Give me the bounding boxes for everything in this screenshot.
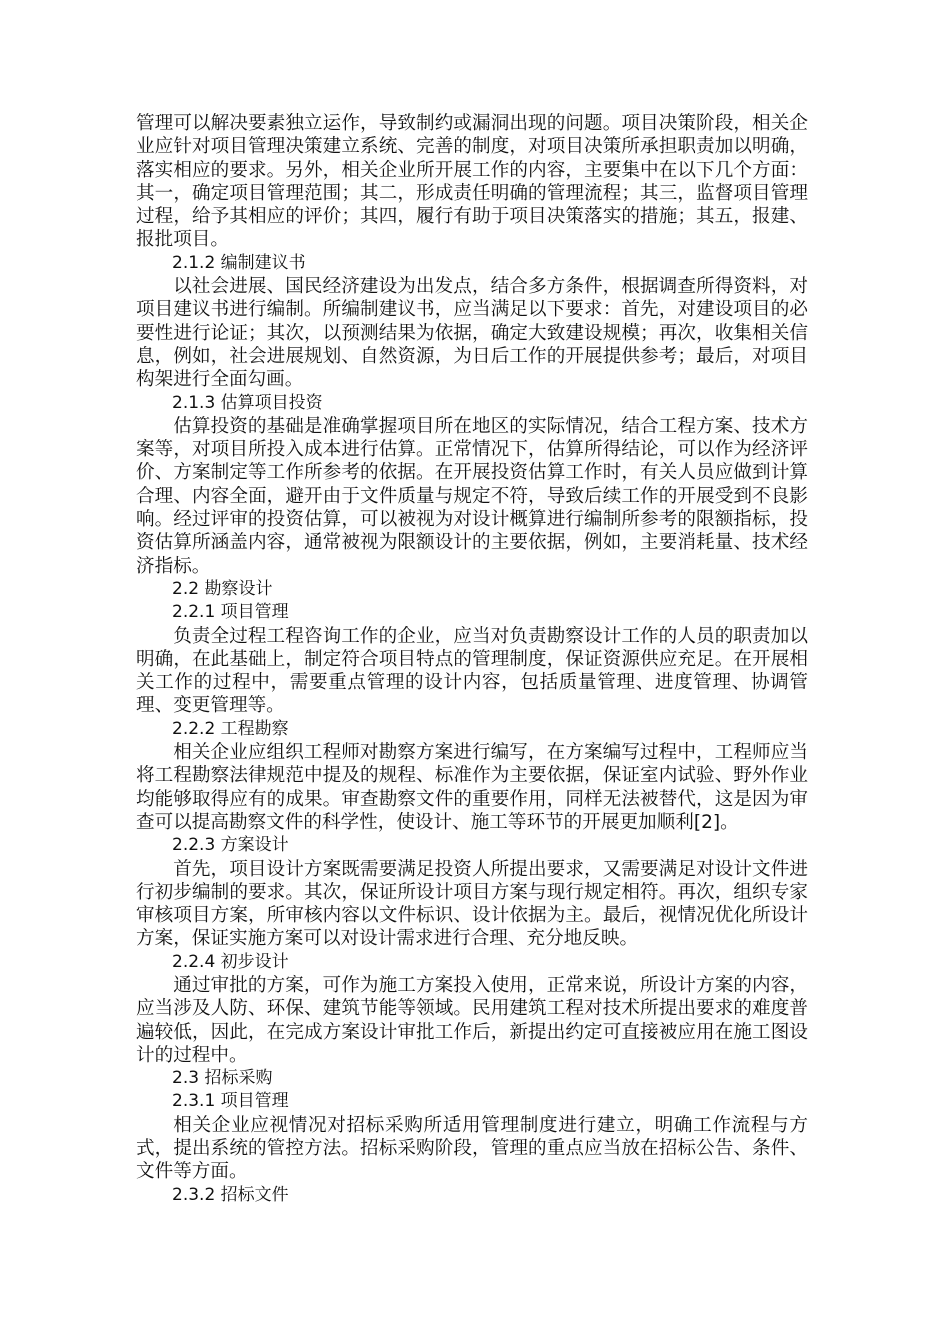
paragraph-preliminary-design: 通过审批的方案，可作为施工方案投入使用，正常来说，所设计方案的内容，应当涉及人防、环保、建筑节能等领域。民用建筑工程对技术所提出要求的难度普遍较低，因此，在完成方案设计审批工作后，新提出约定可直接被应用在施工图设计的过程中。 xyxy=(136,974,808,1066)
paragraph-project-decision: 管理可以解决要素独立运作，导致制约或漏洞出现的问题。项目决策阶段，相关企业应针对项目管理决策建立系统、完善的制度，对项目决策所承担职责加以明确，落实相应的要求。另外，相关企业所开展工作的内容，主要集中在以下几个方面：其一，确定项目管理范围；其二，形成责任明确的管理流程；其三，监督项目管理过程，给予其相应的评价；其四，履行有助于项目决策落实的措施；其五，报建、报批项目。 xyxy=(136,113,808,251)
heading-2-3-1: 2.3.1 项目管理 xyxy=(172,1091,289,1112)
heading-2-1-2: 2.1.2 编制建议书 xyxy=(172,252,306,273)
heading-2-2-4: 2.2.4 初步设计 xyxy=(172,951,289,972)
heading-2-2-2: 2.2.2 工程勘察 xyxy=(172,718,289,739)
heading-2-2-3: 2.2.3 方案设计 xyxy=(172,835,289,856)
heading-2-1-3: 2.1.3 估算项目投资 xyxy=(172,392,323,413)
paragraph-engineering-survey: 相关企业应组织工程师对勘察方案进行编写，在方案编写过程中，工程师应当将工程勘察法律规范中提及的规程、标准作为主要依据，保证室内试验、野外作业均能够取得应有的成果。审查勘察文件的重要作用，同样无法被替代，这是因为审查可以提高勘察文件的科学性，使设计、施工等环节的开展更加顺利[2]。 xyxy=(136,742,808,833)
paragraph-survey-management: 负责全过程工程咨询工作的企业，应当对负责勘察设计工作的人员的职责加以明确，在此基础上，制定符合项目特点的管理制度，保证资源供应充足。在开展相关工作的过程中，需要重点管理的设计内容，包括质量管理、进度管理、协调管理、变更管理等。 xyxy=(136,625,808,717)
paragraph-scheme-design: 首先，项目设计方案既需要满足投资人所提出要求，又需要满足对设计文件进行初步编制的要求。其次，保证所设计项目方案与现行规定相符。再次，组织专家审核项目方案，所审核内容以文件标识、设计依据为主。最后，视情况优化所设计方案，保证实施方案可以对设计需求进行合理、充分地反映。 xyxy=(136,858,808,950)
paragraph-procurement-management: 相关企业应视情况对招标采购所适用管理制度进行建立，明确工作流程与方式，提出系统的管控方法。招标采购阶段，管理的重点应当放在招标公告、条件、文件等方面。 xyxy=(136,1114,808,1183)
heading-2-3-2: 2.3.2 招标文件 xyxy=(172,1184,289,1205)
heading-2-3: 2.3 招标采购 xyxy=(172,1068,273,1089)
heading-2-2: 2.2 勘察设计 xyxy=(172,578,273,599)
paragraph-investment-estimate: 估算投资的基础是准确掌握项目所在地区的实际情况，结合工程方案、技术方案等，对项目所投入成本进行估算。正常情况下，估算所得结论，可以作为经济评价、方案制定等工作所参考的依据。在开展投资估算工作时，有关人员应做到计算合理、内容全面，避开由于文件质量与规定不符，导致后续工作的开展受到不良影响。经过评审的投资估算，可以被视为对设计概算进行编制所参考的限额指标，投资估算所涵盖内容，通常被视为限额设计的主要依据，例如，主要消耗量、技术经济指标。 xyxy=(136,415,808,577)
paragraph-proposal: 以社会进展、国民经济建设为出发点，结合多方条件，根据调查所得资料，对项目建议书进行编制。所编制建议书，应当满足以下要求：首先，对建设项目的必要性进行论证；其次，以预测结果为依据，确定大致建设规模；再次，收集相关信息，例如，社会进展规划、自然资源，为日后工作的开展提供参考；最后，对项目构架进行全面勾画。 xyxy=(136,276,808,391)
document-page xyxy=(136,112,808,1207)
heading-2-2-1: 2.2.1 项目管理 xyxy=(172,602,289,623)
